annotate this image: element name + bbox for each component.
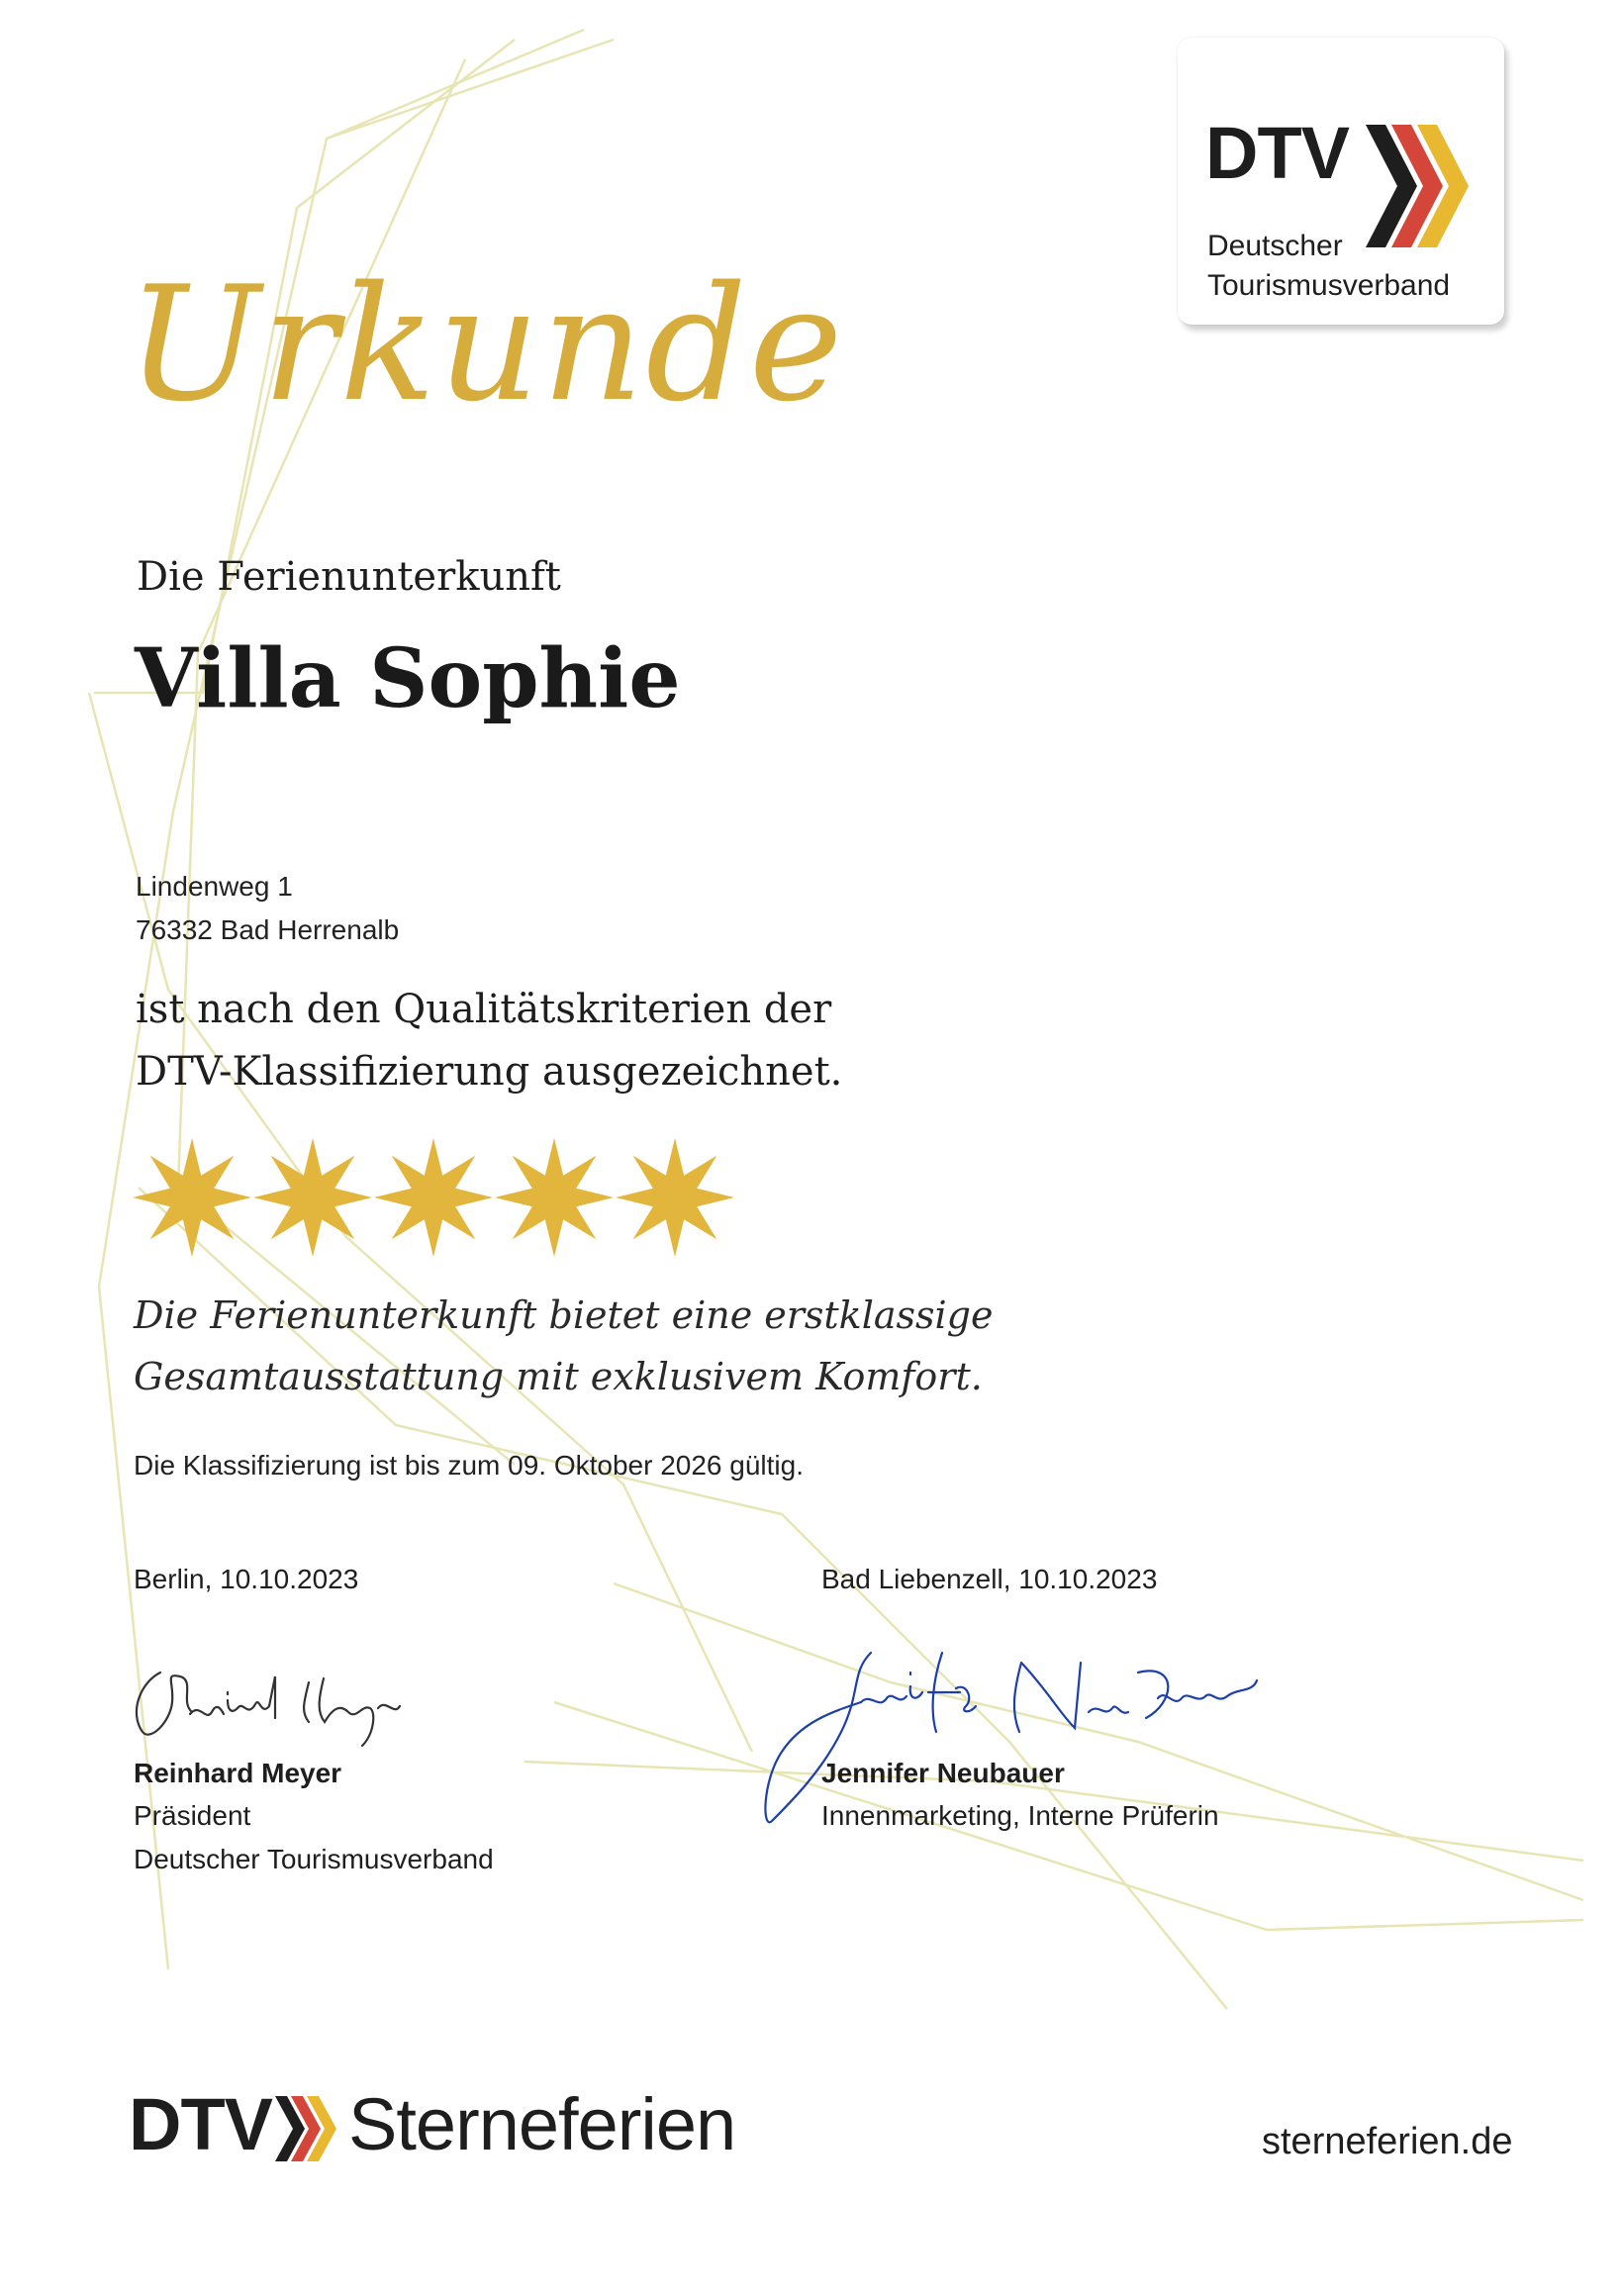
description-line-2: Gesamtausstattung mit exklusivem Komfort. bbox=[134, 1355, 983, 1398]
chevron-logo-icon bbox=[1366, 125, 1475, 263]
quality-statement-line-1: ist nach den Qualitätskriterien der bbox=[136, 987, 832, 1032]
signatory-organization: Deutscher Tourismusverband bbox=[134, 1843, 494, 1874]
address-city: 76332 Bad Herrenalb bbox=[136, 914, 400, 945]
description-line-1: Die Ferienunterkunft bietet eine erstklassige bbox=[134, 1293, 994, 1337]
star-icon bbox=[374, 1138, 493, 1257]
signature-reinhard-meyer bbox=[121, 1643, 457, 1762]
star-icon bbox=[253, 1138, 372, 1257]
signatory-left bbox=[134, 1752, 494, 1880]
validity-note: Die Klassifizierung ist bis zum 09. Oktober 2026 gültig. bbox=[134, 1450, 804, 1481]
signatory-role: Präsident bbox=[134, 1800, 251, 1832]
website-link[interactable]: sterneferien.de bbox=[1262, 2121, 1513, 2162]
logo-abbreviation: DTV bbox=[1205, 112, 1349, 194]
chevron-logo-icon bbox=[275, 2094, 346, 2163]
dtv-logo bbox=[1178, 38, 1504, 325]
signatory-name: Reinhard Meyer bbox=[134, 1758, 342, 1788]
signatory-right bbox=[821, 1752, 1219, 1838]
star-rating bbox=[131, 1133, 734, 1262]
quality-statement-line-2: DTV-Klassifizierung ausgezeichnet. bbox=[136, 1049, 843, 1095]
logo-line-2: Tourismusverband bbox=[1207, 269, 1451, 302]
logo-line-1: Deutscher bbox=[1207, 230, 1343, 262]
dtv-sterneferien-logo bbox=[129, 2083, 736, 2177]
certificate-title: Urkunde bbox=[127, 251, 845, 436]
footer-abbreviation: DTV bbox=[129, 2083, 272, 2165]
star-icon bbox=[495, 1138, 614, 1257]
place-date-right: Bad Liebenzell, 10.10.2023 bbox=[821, 1564, 1158, 1594]
star-icon bbox=[616, 1138, 734, 1257]
footer-brand-name: Sterneferien bbox=[348, 2083, 736, 2165]
signatory-role: Innenmarketing, Interne Prüferin bbox=[821, 1800, 1219, 1832]
star-icon bbox=[133, 1138, 251, 1257]
signatory-name: Jennifer Neubauer bbox=[821, 1758, 1065, 1788]
property-name: Villa Sophie bbox=[135, 631, 681, 726]
address-street: Lindenweg 1 bbox=[136, 871, 293, 902]
property-type: Die Ferienunterkunft bbox=[137, 554, 561, 600]
place-date-left: Berlin, 10.10.2023 bbox=[134, 1564, 359, 1594]
